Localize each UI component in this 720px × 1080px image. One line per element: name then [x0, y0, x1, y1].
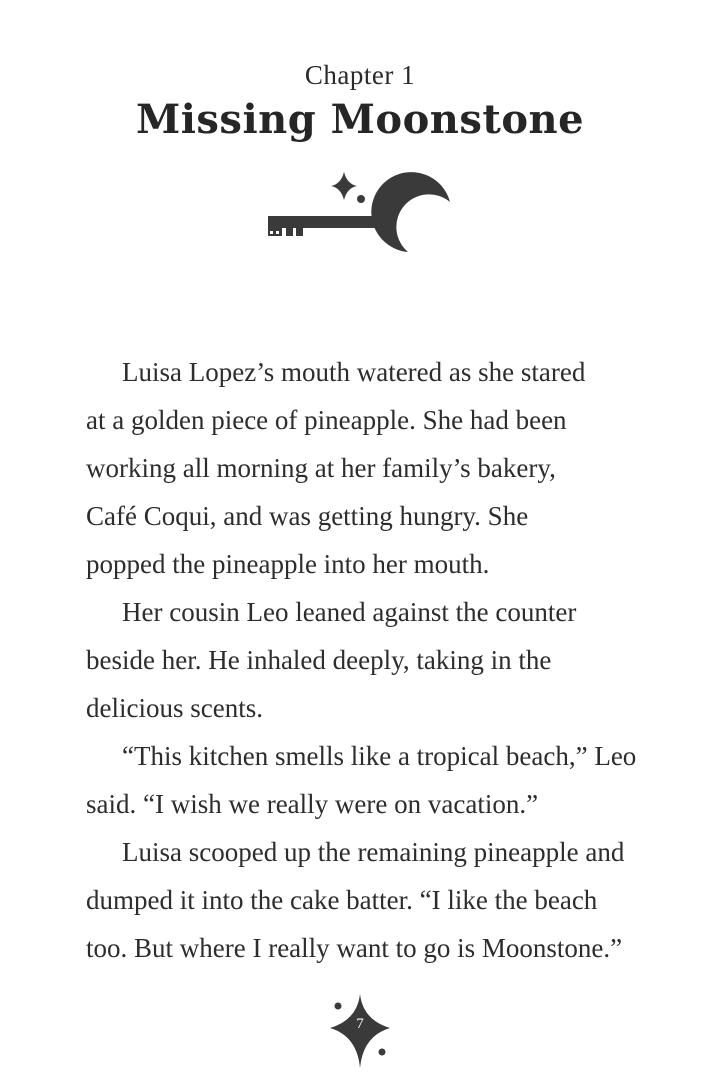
- text-line: popped the pineapple into her mouth.: [86, 549, 490, 579]
- text-line: at a golden piece of pineapple. She had been: [86, 405, 567, 435]
- text-line: beside her. He inhaled deeply, taking in the: [86, 645, 552, 675]
- text-line: “This kitchen smells like a tropical beach,” Leo: [122, 741, 637, 771]
- chapter-title: Missing Moonstone: [135, 96, 585, 143]
- chapter-body-text: [86, 348, 666, 972]
- text-line: Café Coqui, and was getting hungry. She: [86, 501, 529, 531]
- text-line: working all morning at her family’s bakery,: [86, 453, 556, 483]
- text-line: delicious scents.: [86, 693, 263, 723]
- text-line: too. But where I really want to go is Moonstone.”: [86, 933, 623, 963]
- chapter-label: Chapter 1: [304, 60, 416, 90]
- text-line: said. “I wish we really were on vacation.”: [86, 789, 539, 819]
- page-number-badge: [328, 992, 392, 1070]
- text-line: dumped it into the cake batter. “I like the beach: [86, 885, 598, 915]
- text-line: Luisa scooped up the remaining pineapple and: [122, 837, 625, 867]
- page-number: 7: [356, 1016, 364, 1032]
- text-line: Luisa Lopez’s mouth watered as she stared: [122, 357, 586, 387]
- key-moon-star-icon: [258, 168, 458, 268]
- text-line: Her cousin Leo leaned against the counter: [122, 597, 577, 627]
